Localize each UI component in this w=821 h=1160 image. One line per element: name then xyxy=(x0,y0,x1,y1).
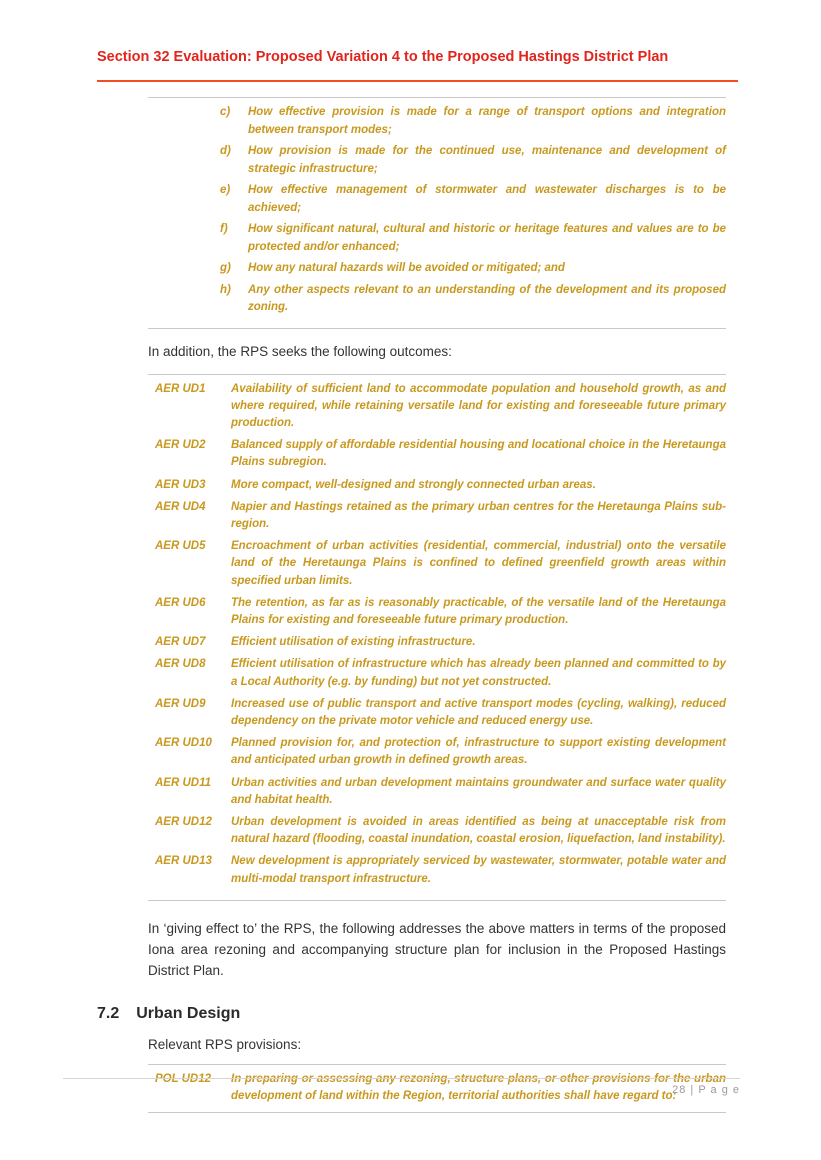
list-item-text: How any natural hazards will be avoided or mitigated; and xyxy=(248,262,565,274)
list-item-text: How significant natural, cultural and historic or heritage features and values are to be protected and/or enhanced; xyxy=(248,223,726,253)
provision-text: The retention, as far as is reasonably practicable, of the versatile land of the Heretaunga Plains for existing and foreseeable future primary production. xyxy=(231,596,726,626)
table-row xyxy=(148,538,726,590)
table-row xyxy=(148,595,726,629)
list-item-label: c) xyxy=(220,106,231,118)
table-row xyxy=(148,499,726,533)
section-heading xyxy=(97,1005,821,1023)
provision-id: POL UD12 xyxy=(155,1072,212,1085)
pol-table-bottom-rule xyxy=(148,1112,726,1113)
content-column-2 xyxy=(148,1037,726,1113)
provision-text: More compact, well-designed and strongly connected urban areas. xyxy=(231,478,596,491)
provision-text: Efficient utilisation of existing infrastructure. xyxy=(231,636,476,649)
provision-text: In preparing or assessing any rezoning, structure plans, or other provisions for the urban development of land within the Region, territorial authorities shall have regard to: xyxy=(231,1072,726,1102)
table-row xyxy=(148,735,726,769)
provision-text: Urban activities and urban development maintains groundwater and surface water quality and habitat health. xyxy=(231,776,726,806)
list-item-text: Any other aspects relevant to an understanding of the development and its proposed zoning. xyxy=(248,283,726,313)
provision-text: Increased use of public transport and active transport modes (cycling, walking), reduced dependency on the private motor vehicle and reduced energy use. xyxy=(231,697,726,727)
table-row xyxy=(148,696,726,730)
table-row xyxy=(148,656,726,690)
intro-paragraph: In addition, the RPS seeks the following outcomes: xyxy=(148,343,452,359)
page-footer xyxy=(63,1078,740,1098)
provision-id: AER UD7 xyxy=(155,636,206,649)
list-item-text: How effective provision is made for a range of transport options and integration between transport modes; xyxy=(248,106,726,136)
provision-text: Urban development is avoided in areas identified as being at unacceptable risk from natural hazard (flooding, coastal inundation, coastal erosion, liquefaction, land instability). xyxy=(231,815,726,846)
provision-id: AER UD10 xyxy=(155,737,212,750)
provision-id: AER UD11 xyxy=(155,776,212,789)
provision-text: New development is appropriately serviced by wastewater, stormwater, potable water and multi-modal transport infrastructure. xyxy=(231,855,726,885)
list-item-label: d) xyxy=(220,145,231,157)
list-item xyxy=(148,104,726,139)
list-item-label: f) xyxy=(220,223,228,235)
table-row xyxy=(148,437,726,471)
page-number: 28 | P a g e xyxy=(672,1084,740,1096)
provision-text: Balanced supply of affordable residential housing and locational choice in the Heretaunga Plains subregion. xyxy=(231,439,726,469)
provision-text: Planned provision for, and protection of, infrastructure to support existing development and anticipated urban growth in defined growth areas. xyxy=(231,737,726,767)
section-number: 7.2 xyxy=(97,1004,120,1022)
provision-id: AER UD5 xyxy=(155,540,206,553)
provision-id: AER UD9 xyxy=(155,697,206,710)
list-item xyxy=(148,260,726,278)
list-item-text: How provision is made for the continued use, maintenance and development of strategic infrastructure; xyxy=(248,145,726,175)
list-item-label: g) xyxy=(220,262,231,274)
list-item-text: How effective management of stormwater and wastewater discharges is to be achieved; xyxy=(248,184,726,214)
list-item-label: e) xyxy=(220,184,231,196)
table-row xyxy=(148,477,726,494)
header-rule xyxy=(97,80,738,82)
document-title: Section 32 Evaluation: Proposed Variation 4 to the Proposed Hastings District Plan xyxy=(97,49,669,65)
provision-id: AER UD12 xyxy=(155,815,212,828)
provision-id: AER UD8 xyxy=(155,658,206,671)
table-row xyxy=(148,775,726,809)
section-title: Urban Design xyxy=(136,1004,241,1022)
provision-id: AER UD2 xyxy=(155,439,206,452)
provision-id: AER UD3 xyxy=(155,478,206,491)
provision-text: Efficient utilisation of infrastructure which has already been planned and committed to by a Local Authority (e.g. by funding) but not yet constructed. xyxy=(231,658,726,688)
criteria-list xyxy=(148,98,726,328)
list-item xyxy=(148,221,726,256)
aer-table-bottom-rule xyxy=(148,900,726,901)
provision-id: AER UD1 xyxy=(155,382,206,395)
body-paragraph: In ‘giving effect to’ the RPS, the following addresses the above matters in terms of the proposed Iona area rezoning and accompanying structure plan for inclusion in the Proposed Hastings District Plan. xyxy=(148,920,726,978)
provision-text: Encroachment of urban activities (residential, commercial, industrial) onto the versatile land of the Heretaunga Plains is confined to defined greenfield growth areas within specified urban limits. xyxy=(231,540,726,587)
list-item xyxy=(148,143,726,178)
table-row xyxy=(148,634,726,651)
table-row xyxy=(148,381,726,433)
aer-outcomes-table xyxy=(148,375,726,900)
provision-id: AER UD4 xyxy=(155,500,206,513)
table-row xyxy=(148,814,726,848)
list-item-label: h) xyxy=(220,283,231,296)
provision-id: AER UD6 xyxy=(155,596,206,609)
content-column xyxy=(148,97,726,981)
list-item xyxy=(148,182,726,217)
provision-text: Napier and Hastings retained as the primary urban centres for the Heretaunga Plains sub-region. xyxy=(231,500,726,530)
provision-id: AER UD13 xyxy=(155,855,212,868)
list-item xyxy=(148,282,726,317)
table-bottom-rule xyxy=(148,328,726,329)
subsection-intro: Relevant RPS provisions: xyxy=(148,1036,302,1052)
table-row xyxy=(148,853,726,887)
provision-text: Availability of sufficient land to accommodate population and household growth, as and where required, while retaining versatile land for existing and foreseeable future primary production. xyxy=(231,382,726,429)
